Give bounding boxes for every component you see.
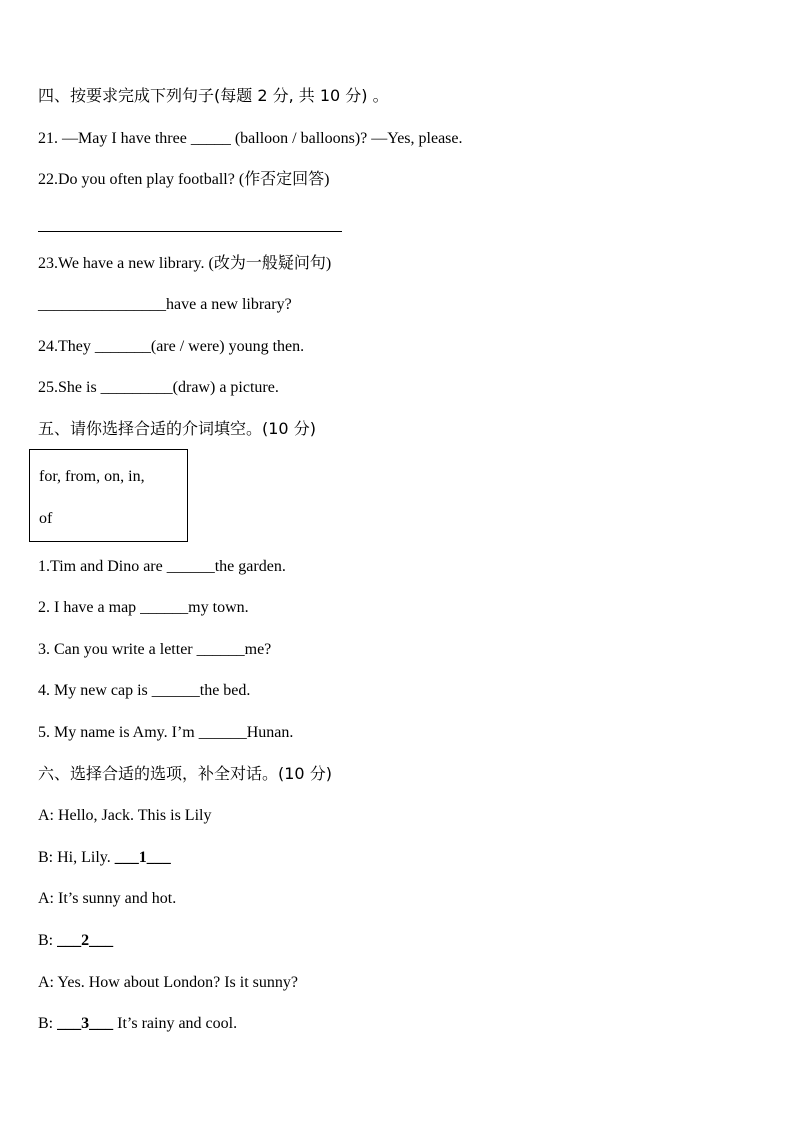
preposition-item-4: 4. My new cap is ______the bed. (38, 682, 251, 699)
section-4-title: 四、按要求完成下列句子(每题 2 分, 共 10 分) 。 (38, 86, 389, 105)
word-box-line-1: for, from, on, in, (39, 468, 145, 485)
answer-line-22 (38, 231, 342, 232)
section-6-title: 六、选择合适的选项，补全对话。(10 分) (38, 764, 332, 783)
question-21: 21. —May I have three _____ (balloon / balloons)? —Yes, please. (38, 130, 463, 147)
question-23-answer: ________________have a new library? (38, 296, 292, 313)
question-25: 25.She is _________(draw) a picture. (38, 379, 279, 396)
dialogue-line-6: B: ___3___ It’s rainy and cool. (38, 1015, 238, 1032)
preposition-item-3: 3. Can you write a letter ______me? (38, 641, 272, 658)
preposition-item-5: 5. My name is Amy. I’m ______Hunan. (38, 724, 294, 741)
dialogue-blank-3: ___3___ (57, 1015, 114, 1032)
word-box (29, 449, 188, 542)
dialogue-blank-1: ___1___ (114, 849, 171, 866)
dialogue-line-3: A: It’s sunny and hot. (38, 890, 177, 907)
dialogue-line-2: B: Hi, Lily. ___1___ (38, 849, 171, 866)
question-23: 23.We have a new library. (改为一般疑问句) (38, 255, 332, 272)
dialogue-line-1: A: Hello, Jack. This is Lily (38, 807, 212, 824)
dialogue-line-4: B: ___2___ (38, 932, 114, 949)
preposition-item-2: 2. I have a map ______my town. (38, 599, 249, 616)
preposition-item-1: 1.Tim and Dino are ______the garden. (38, 558, 286, 575)
word-box-line-2: of (39, 510, 53, 527)
question-24: 24.They _______(are / were) young then. (38, 338, 305, 355)
dialogue-blank-2: ___2___ (57, 932, 114, 949)
section-5-title: 五、请你选择合适的介词填空。(10 分) (38, 419, 316, 438)
question-22: 22.Do you often play football? (作否定回答) (38, 171, 330, 188)
dialogue-line-5: A: Yes. How about London? Is it sunny? (38, 974, 298, 991)
